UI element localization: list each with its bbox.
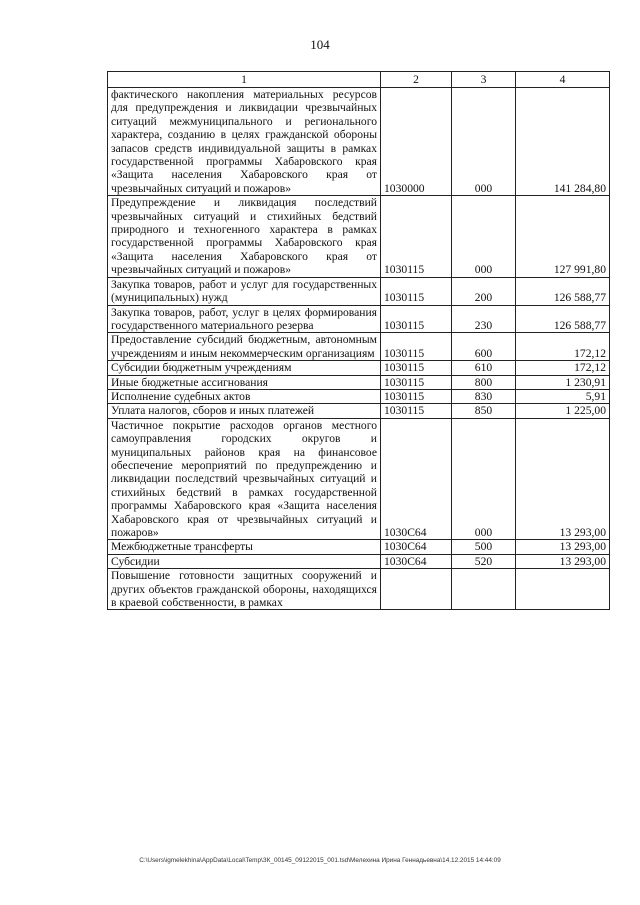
row-amount: 127 991,80 [516,196,610,277]
table-row [108,418,610,540]
row-description: Предупреждение и ликвидация последствий чрезвычайных ситуаций и стихийных бедствий природного и техногенного характера в рамках государственной программы Хабаровского края «Защита населения Хабаровского края от чрезвычайных ситуаций и пожаров» [108,196,381,277]
table-row [108,569,610,610]
table-row [108,333,610,361]
row-amount: 172,12 [516,361,610,375]
row-target-code: 1030115 [381,404,452,418]
row-amount: 13 293,00 [516,554,610,568]
row-amount: 126 588,77 [516,277,610,305]
row-amount: 141 284,80 [516,88,610,196]
row-target-code: 1030115 [381,333,452,361]
row-target-code: 1030С64 [381,540,452,554]
table-row [108,375,610,389]
table-row [108,277,610,305]
header-col-3: 3 [452,72,516,88]
row-target-code: 1030115 [381,277,452,305]
row-amount: 5,91 [516,389,610,403]
row-expense-type: 610 [452,361,516,375]
header-col-1: 1 [108,72,381,88]
row-expense-type: 830 [452,389,516,403]
row-description: Закупка товаров, работ и услуг для государственных (муниципальных) нужд [108,277,381,305]
row-description: Иные бюджетные ассигнования [108,375,381,389]
table-row [108,361,610,375]
table-row [108,404,610,418]
row-expense-type: 000 [452,418,516,540]
row-expense-type: 000 [452,88,516,196]
row-target-code: 1030115 [381,375,452,389]
row-target-code: 1030115 [381,196,452,277]
table-header-row [108,72,610,88]
budget-table [107,71,610,610]
page-number: 104 [310,37,330,52]
row-amount [516,569,610,610]
row-target-code: 1030115 [381,389,452,403]
row-expense-type: 850 [452,404,516,418]
header-col-4: 4 [516,72,610,88]
row-expense-type [452,569,516,610]
row-amount: 13 293,00 [516,540,610,554]
row-description: Предоставление субсидий бюджетным, автономным учреждениям и иным некоммерческим организациям [108,333,381,361]
row-amount: 126 588,77 [516,305,610,333]
row-description: фактического накопления материальных ресурсов для предупреждения и ликвидации чрезвычайных ситуаций межмуниципального и регионального характера, созданию в целях гражданской обороны запасов средств индивидуальной защиты в рамках государственной программы Хабаровского края «Защита населения Хабаровского края от чрезвычайных ситуаций и пожаров» [108,88,381,196]
row-description: Субсидии бюджетным учреждениям [108,361,381,375]
row-target-code: 1030115 [381,305,452,333]
row-description: Частичное покрытие расходов органов местного самоуправления городских округов и муниципальных районов края на финансовое обеспечение мероприятий по предупреждению и ликвидации последствий чрезвычайных ситуаций и стихийных бедствий в рамках государственной программы Хабаровского края «Защита населения Хабаровского края от чрезвычайных ситуаций и пожаров» [108,418,381,540]
row-description: Уплата налогов, сборов и иных платежей [108,404,381,418]
row-amount: 1 225,00 [516,404,610,418]
table-row [108,540,610,554]
row-target-code: 1030С64 [381,554,452,568]
row-expense-type: 520 [452,554,516,568]
table-row [108,88,610,196]
row-expense-type: 800 [452,375,516,389]
document-footer-path: C:\Users\igmelekhina\AppData\Local\Temp\ЗК_00145_09122015_001.tsd\Мелехина Ирина Геннадьевна\14.12.2015 14:44:09 [139,857,501,864]
row-amount: 172,12 [516,333,610,361]
row-description: Межбюджетные трансферты [108,540,381,554]
table-row [108,554,610,568]
row-description: Исполнение судебных актов [108,389,381,403]
table-row [108,389,610,403]
row-expense-type: 600 [452,333,516,361]
row-description: Закупка товаров, работ, услуг в целях формирования государственного материального резерва [108,305,381,333]
table-row [108,196,610,277]
row-target-code: 1030С64 [381,418,452,540]
row-expense-type: 230 [452,305,516,333]
header-col-2: 2 [381,72,452,88]
row-target-code [381,569,452,610]
row-description: Повышение готовности защитных сооружений и других объектов гражданской обороны, находящихся в краевой собственности, в рамках [108,569,381,610]
row-expense-type: 500 [452,540,516,554]
row-expense-type: 000 [452,196,516,277]
row-amount: 1 230,91 [516,375,610,389]
row-target-code: 1030000 [381,88,452,196]
table-row [108,305,610,333]
row-expense-type: 200 [452,277,516,305]
row-amount: 13 293,00 [516,418,610,540]
row-description: Субсидии [108,554,381,568]
row-target-code: 1030115 [381,361,452,375]
